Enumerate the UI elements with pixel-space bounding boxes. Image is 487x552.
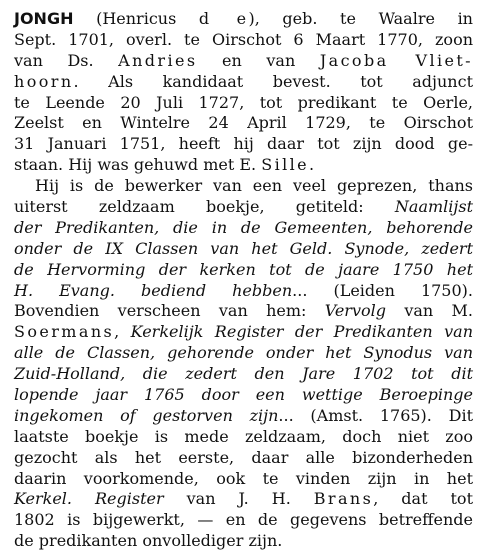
book-title: lopende jaar 1765 door een wettige Beroepinge: [14, 385, 473, 405]
spaced-name: hoorn: [14, 71, 74, 91]
book-title: alle de Classen, gehorende onder het Synodus van: [14, 343, 473, 363]
spaced-name: Soermans: [14, 322, 115, 342]
spaced-name: d e: [198, 9, 249, 28]
book-title: ingekomen of gestorven zijn: [14, 405, 279, 425]
text-line: [14, 385, 473, 406]
spaced-name: Andries: [118, 50, 198, 70]
text-line: Hij is de bewerker van een veel geprezen, thans: [35, 176, 473, 196]
book-title: onder de IX Classen van het Geld. Synode, zedert: [14, 238, 473, 258]
text-line: uiterst zeldzaam boekje, getiteld: Naamlijst: [14, 197, 473, 217]
text-line: gezocht als het eerste, daar alle bizonderheden: [14, 447, 473, 467]
book-title: Naamlijst: [394, 197, 473, 217]
spaced-name: Brans: [313, 489, 374, 509]
text-line: Sept. 1701, overl. te Oirschot 6 Maart 1770, zoon: [14, 29, 473, 49]
text-line: [14, 364, 473, 385]
spaced-name: Sille: [261, 155, 309, 175]
text-line: Kerkel. Register van J. H. Brans, dat tot: [14, 489, 473, 509]
text-line: [14, 239, 473, 260]
text-line: [14, 343, 473, 364]
text-line: H. Evang. bediend hebben... (Leiden 1750).: [14, 280, 473, 300]
book-title: de Hervorming der kerken tot de jaare 1750 het: [14, 259, 473, 279]
text-line: van Ds. Andries en van Jacoba Vliet-: [14, 50, 473, 70]
text-line: JONGH (Henricus d e), geb. te Waalre in: [14, 9, 473, 28]
book-title: Vervolg: [324, 301, 386, 321]
text-line: Soermans, Kerkelijk Register der Predikanten van: [14, 322, 473, 342]
text-line: [14, 218, 473, 239]
text-line: Zeelst en Wintelre 24 April 1729, te Oirschot: [14, 113, 473, 133]
text-line: staan. Hij was gehuwd met E. Sille.: [14, 155, 315, 175]
text-line: Bovendien verscheen van hem: Vervolg van M.: [14, 301, 473, 321]
text-line: daarin voorkomende, ook te vinden zijn in het: [14, 468, 473, 488]
text-line: ingekomen of gestorven zijn... (Amst. 1765). Dit: [14, 405, 473, 425]
entry-headword: JONGH: [14, 9, 74, 28]
text-line: 31 Januari 1751, heeft hij daar tot zijn dood ge-: [14, 134, 473, 154]
text-line: [14, 260, 473, 281]
book-title: Kerkelijk Register der Predikanten van: [130, 322, 473, 342]
book-title: Kerkel. Register: [14, 489, 164, 509]
book-title: H. Evang. bediend hebben: [14, 280, 293, 300]
text-line: 1802 is bijgewerkt, — en de gegevens betreffende: [14, 510, 473, 530]
text-line: de predikanten onvollediger zijn.: [14, 531, 283, 551]
text-line: te Leende 20 Juli 1727, tot predikant te Oerle,: [14, 92, 473, 112]
spaced-name: Jacoba Vliet-: [319, 50, 473, 70]
text-line: hoorn. Als kandidaat bevest. tot adjunct: [14, 71, 473, 91]
book-title: Zuid-Holland, die zedert den Jare 1702 tot dit: [14, 364, 473, 384]
book-title: der Predikanten, die in de Gemeenten, behorende: [14, 217, 473, 237]
text-line: laatste boekje is mede zeldzaam, doch niet zoo: [14, 426, 473, 446]
